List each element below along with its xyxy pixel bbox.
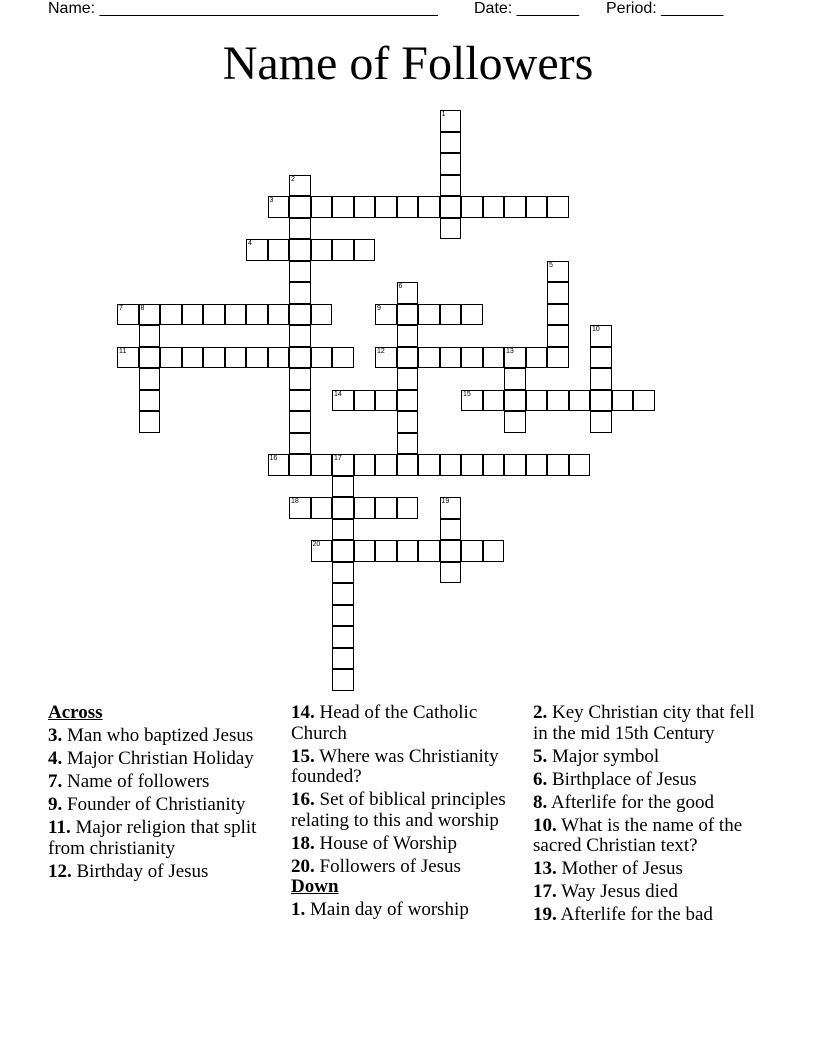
- crossword-cell[interactable]: [332, 239, 354, 261]
- crossword-cell[interactable]: [332, 626, 354, 648]
- crossword-cell[interactable]: [289, 433, 311, 455]
- crossword-cell[interactable]: [440, 304, 462, 326]
- clue-number: 11: [119, 347, 127, 355]
- clue-number: 14: [334, 390, 342, 398]
- crossword-cell[interactable]: [139, 325, 161, 347]
- crossword-cell[interactable]: [139, 347, 161, 369]
- crossword-cell[interactable]: [182, 304, 204, 326]
- clue-across-3: 3. Man who baptized Jesus: [48, 725, 254, 746]
- clue-number: 18: [291, 498, 299, 505]
- clue-down-2: 2. Key Christian city that fell in the mid 15th Century: [533, 702, 755, 744]
- clue-down-6: 6. Birthplace of Jesus: [533, 768, 697, 790]
- crossword-cell[interactable]: [590, 368, 612, 390]
- crossword-cell[interactable]: [397, 304, 419, 326]
- crossword-cell[interactable]: [375, 454, 397, 476]
- crossword-cell[interactable]: [311, 454, 333, 476]
- crossword-cell[interactable]: [289, 261, 311, 283]
- clue-number: 16: [269, 455, 278, 462]
- crossword-cell[interactable]: [375, 540, 397, 562]
- clue-number: 5: [549, 261, 553, 269]
- crossword-cell[interactable]: [440, 540, 462, 562]
- crossword-cell[interactable]: [332, 540, 354, 562]
- clue-column-1: [48, 703, 278, 885]
- clue-number: 15: [463, 390, 471, 398]
- crossword-cell[interactable]: [268, 304, 290, 326]
- crossword-cell[interactable]: [160, 304, 182, 326]
- clue-down-5: 5. Major symbol: [533, 745, 660, 767]
- crossword-cell[interactable]: [504, 347, 526, 369]
- clue-down-13: 13. Mother of Jesus: [533, 858, 683, 879]
- crossword-cell[interactable]: [526, 390, 548, 412]
- name-field: Name: ______________________________________: [48, 0, 438, 17]
- crossword-cell[interactable]: [289, 497, 311, 519]
- crossword-cell[interactable]: [397, 390, 419, 412]
- crossword-cell[interactable]: [332, 454, 354, 476]
- clue-across-4: 4. Major Christian Holiday: [48, 748, 254, 769]
- crossword-cell[interactable]: [375, 304, 397, 326]
- crossword-cell[interactable]: [289, 325, 311, 347]
- crossword-cell[interactable]: [289, 282, 311, 304]
- crossword-cell[interactable]: [418, 347, 440, 369]
- crossword-cell[interactable]: [375, 196, 397, 218]
- crossword-cell[interactable]: [332, 196, 354, 218]
- crossword-cell[interactable]: [332, 605, 354, 627]
- crossword-cell[interactable]: [397, 196, 419, 218]
- crossword-cell[interactable]: [590, 347, 612, 369]
- crossword-cell[interactable]: [117, 304, 139, 326]
- clue-number: 1: [441, 111, 446, 118]
- crossword-cell[interactable]: [268, 239, 290, 261]
- crossword-cell[interactable]: [397, 325, 419, 347]
- across-heading: Across: [48, 702, 103, 723]
- crossword-cell[interactable]: [311, 540, 333, 562]
- crossword-cell[interactable]: [440, 454, 462, 476]
- clue-across-9: 9. Founder of Christianity: [48, 794, 246, 815]
- crossword-cell[interactable]: [225, 347, 247, 369]
- crossword-cell[interactable]: [633, 390, 655, 412]
- crossword-cell[interactable]: [332, 562, 354, 584]
- crossword-cell[interactable]: [547, 454, 569, 476]
- crossword-cell[interactable]: [547, 261, 569, 283]
- crossword-cell[interactable]: [354, 239, 376, 261]
- crossword-cell[interactable]: [332, 519, 354, 541]
- crossword-cell[interactable]: [332, 476, 354, 498]
- crossword-cell[interactable]: [354, 497, 376, 519]
- clue-across-16: 16. Set of biblical principles relating to this and worship: [291, 789, 506, 831]
- crossword-cell[interactable]: [289, 390, 311, 412]
- crossword-cell[interactable]: [590, 411, 612, 433]
- crossword-cell[interactable]: [397, 347, 419, 369]
- crossword-cell[interactable]: [332, 648, 354, 670]
- crossword-cell[interactable]: [483, 347, 505, 369]
- clue-number: 7: [119, 304, 123, 312]
- page-title: Name of Followers: [222, 37, 594, 90]
- crossword-cell[interactable]: [332, 347, 354, 369]
- crossword-cell[interactable]: [569, 390, 591, 412]
- clue-across-12: 12. Birthday of Jesus: [48, 860, 209, 882]
- clue-column-3: [533, 703, 763, 928]
- crossword-cell[interactable]: [590, 325, 612, 347]
- crossword-cell[interactable]: [289, 347, 311, 369]
- crossword-cell[interactable]: [440, 132, 462, 154]
- crossword-cell[interactable]: [397, 282, 419, 304]
- crossword-cell[interactable]: [311, 239, 333, 261]
- crossword-cell[interactable]: [354, 540, 376, 562]
- date-field: Date: _______: [474, 0, 579, 17]
- crossword-cell[interactable]: [117, 347, 139, 369]
- crossword-cell[interactable]: [397, 433, 419, 455]
- crossword-cell[interactable]: [375, 390, 397, 412]
- clue-down-1: 1. Main day of worship: [291, 899, 469, 920]
- clue-number: 13: [506, 347, 514, 355]
- clue-column-2: [291, 703, 513, 923]
- crossword-cell[interactable]: [547, 325, 569, 347]
- crossword-cell[interactable]: [311, 497, 333, 519]
- crossword-cell[interactable]: [504, 390, 526, 412]
- crossword-cell[interactable]: [268, 196, 290, 218]
- crossword-cell[interactable]: [289, 196, 311, 218]
- crossword-cell[interactable]: [461, 540, 483, 562]
- crossword-cell[interactable]: [418, 540, 440, 562]
- crossword-cell[interactable]: [440, 175, 462, 197]
- crossword-cell[interactable]: [139, 411, 161, 433]
- crossword-cell[interactable]: [311, 347, 333, 369]
- clue-down-8: 8. Afterlife for the good: [533, 791, 714, 813]
- crossword-cell[interactable]: [504, 196, 526, 218]
- clue-across-14: 14. Head of the Catholic Church: [291, 702, 478, 744]
- crossword-cell[interactable]: [246, 239, 268, 261]
- crossword-cell[interactable]: [483, 540, 505, 562]
- clue-number: 17: [334, 455, 342, 462]
- crossword-cell[interactable]: [461, 304, 483, 326]
- crossword-cell[interactable]: [225, 304, 247, 326]
- crossword-cell[interactable]: [203, 347, 225, 369]
- crossword-cell[interactable]: [289, 411, 311, 433]
- period-field: Period: _______: [606, 0, 724, 17]
- clue-number: 10: [592, 326, 600, 333]
- crossword-cell[interactable]: [440, 562, 462, 584]
- crossword-cell[interactable]: [397, 497, 419, 519]
- crossword-cell[interactable]: [289, 304, 311, 326]
- crossword-cell[interactable]: [332, 669, 354, 691]
- crossword-cell[interactable]: [483, 390, 505, 412]
- crossword-cell[interactable]: [289, 239, 311, 261]
- crossword-cell[interactable]: [354, 196, 376, 218]
- crossword-cell[interactable]: [547, 347, 569, 369]
- crossword-cell[interactable]: [461, 347, 483, 369]
- crossword-cell[interactable]: [397, 540, 419, 562]
- crossword-cell[interactable]: [139, 304, 161, 326]
- crossword-cell[interactable]: [612, 390, 634, 412]
- clue-down-10: 10. What is the name of the sacred Christian text?: [533, 814, 743, 856]
- crossword-cell[interactable]: [547, 196, 569, 218]
- crossword-cell[interactable]: [547, 390, 569, 412]
- crossword-cell[interactable]: [375, 497, 397, 519]
- clue-number: 19: [441, 498, 450, 505]
- crossword-cell[interactable]: [440, 347, 462, 369]
- crossword-cell[interactable]: [526, 196, 548, 218]
- crossword-cell[interactable]: [289, 218, 311, 240]
- clue-down-19: 19. Afterlife for the bad: [533, 904, 713, 925]
- clue-number: 3: [269, 197, 274, 204]
- crossword-cell[interactable]: [397, 411, 419, 433]
- crossword-cell[interactable]: [332, 390, 354, 412]
- crossword-cell[interactable]: [440, 110, 462, 132]
- crossword-cell[interactable]: [547, 282, 569, 304]
- clue-number: 6: [398, 283, 403, 290]
- crossword-cell[interactable]: [418, 304, 440, 326]
- crossword-cell[interactable]: [354, 454, 376, 476]
- crossword-cell[interactable]: [526, 454, 548, 476]
- clue-number: 9: [377, 304, 381, 312]
- clue-number: 8: [140, 304, 145, 312]
- crossword-cell[interactable]: [139, 368, 161, 390]
- crossword-cell[interactable]: [440, 218, 462, 240]
- crossword-cell[interactable]: [289, 368, 311, 390]
- crossword-cell[interactable]: [311, 196, 333, 218]
- crossword-cell[interactable]: [440, 153, 462, 175]
- crossword-cell[interactable]: [397, 454, 419, 476]
- crossword-cell[interactable]: [354, 390, 376, 412]
- crossword-cell[interactable]: [440, 519, 462, 541]
- crossword-cell[interactable]: [504, 411, 526, 433]
- crossword-cell[interactable]: [160, 347, 182, 369]
- crossword-cell[interactable]: [418, 454, 440, 476]
- crossword-cell[interactable]: [483, 196, 505, 218]
- clue-across-15: 15. Where was Christianity founded?: [291, 745, 499, 787]
- clue-number: 4: [248, 240, 252, 247]
- clue-across-7: 7. Name of followers: [48, 771, 210, 792]
- crossword-cell[interactable]: [375, 347, 397, 369]
- down-heading: Down: [291, 876, 339, 897]
- clue-number: 12: [377, 347, 385, 355]
- crossword-cell[interactable]: [203, 304, 225, 326]
- crossword-cell[interactable]: [139, 390, 161, 412]
- crossword-cell[interactable]: [182, 347, 204, 369]
- crossword-cell[interactable]: [397, 368, 419, 390]
- crossword-cell[interactable]: [289, 175, 311, 197]
- crossword-cell[interactable]: [504, 368, 526, 390]
- crossword-cell[interactable]: [268, 347, 290, 369]
- crossword-cell[interactable]: [461, 454, 483, 476]
- crossword-cell[interactable]: [332, 583, 354, 605]
- crossword-cell[interactable]: [418, 196, 440, 218]
- crossword-cell[interactable]: [569, 454, 591, 476]
- crossword-cell[interactable]: [268, 454, 290, 476]
- crossword-cell[interactable]: [246, 347, 268, 369]
- crossword-cell[interactable]: [526, 347, 548, 369]
- crossword-cell[interactable]: [440, 497, 462, 519]
- crossword-cell[interactable]: [461, 196, 483, 218]
- crossword-cell[interactable]: [311, 304, 333, 326]
- clue-number: 20: [312, 541, 321, 548]
- crossword-cell[interactable]: [590, 390, 612, 412]
- clue-number: 2: [291, 175, 295, 183]
- clue-across-18: 18. House of Worship: [291, 832, 457, 854]
- crossword-cell[interactable]: [547, 304, 569, 326]
- clue-across-11: 11. Major religion that split from christianity: [48, 817, 257, 859]
- crossword-cell[interactable]: [504, 454, 526, 476]
- crossword-cell[interactable]: [332, 497, 354, 519]
- clue-down-17: 17. Way Jesus died: [533, 881, 678, 902]
- crossword-cell[interactable]: [289, 454, 311, 476]
- crossword-cell[interactable]: [483, 454, 505, 476]
- crossword-cell[interactable]: [461, 390, 483, 412]
- crossword-cell[interactable]: [246, 304, 268, 326]
- clue-across-20: 20. Followers of Jesus: [291, 855, 461, 877]
- crossword-cell[interactable]: [440, 196, 462, 218]
